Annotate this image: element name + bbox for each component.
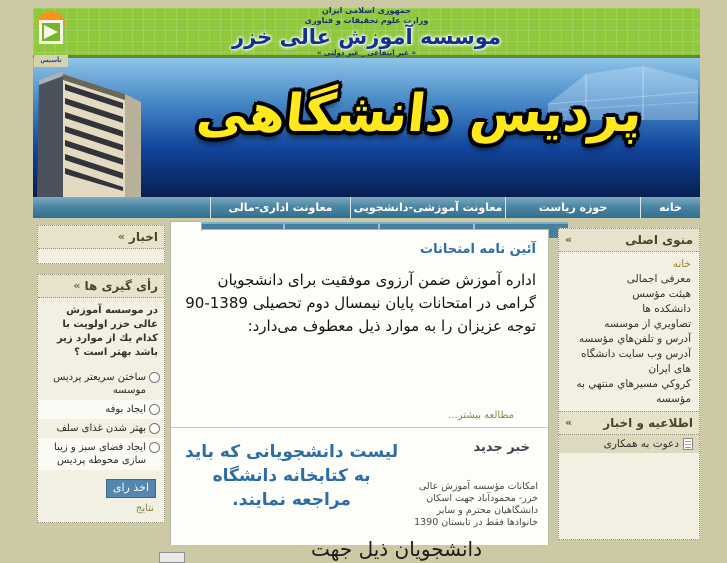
vote-row bbox=[38, 470, 164, 500]
gov-line-2: وزارت علوم تحقیقات و فناوری bbox=[304, 15, 429, 25]
poll-option-label: بهتر شدن غذای سلف bbox=[56, 423, 146, 434]
menu-item-faculties[interactable]: دانشکده ها bbox=[642, 303, 691, 315]
vote-button[interactable]: اخذ رای bbox=[106, 479, 156, 498]
collapse-icon[interactable]: « bbox=[73, 279, 81, 292]
announcements-label: اطلاعیه و اخبار bbox=[603, 416, 693, 430]
announcement-item-label: دعوت به همکاری bbox=[603, 438, 679, 450]
institute-subtitle: « غیر انتفاعی _ غیر دولتی » bbox=[316, 48, 417, 57]
poll-option-radio[interactable] bbox=[149, 423, 160, 434]
news-row bbox=[181, 440, 538, 529]
poll-option-label: ایجاد بوفه bbox=[105, 404, 146, 415]
building-photo bbox=[33, 58, 141, 197]
announcement-item[interactable] bbox=[559, 435, 699, 453]
poll-option[interactable] bbox=[38, 438, 164, 470]
main-menu-box bbox=[558, 228, 700, 540]
news-section-header: خبر جدید bbox=[473, 440, 530, 455]
news-header-label: اخبار bbox=[128, 230, 158, 244]
poll-option-radio[interactable] bbox=[149, 404, 160, 415]
nav-item-presidency[interactable]: حوزه ریاست bbox=[505, 197, 640, 218]
menu-item-institute-images[interactable]: تصاویري از موسسه bbox=[604, 318, 691, 330]
main-menu-header[interactable] bbox=[559, 229, 699, 252]
poll-option-radio[interactable] bbox=[149, 442, 160, 453]
institute-logo[interactable] bbox=[34, 11, 68, 67]
news-item-text[interactable]: امکانات مؤسسه آموزش عالی خزر- محمودآباد جهت اسکان دانشگاهیان محترم و سایر خانوادها فقط در تابستان 1390 bbox=[414, 481, 538, 528]
logo-caption: تأسیس bbox=[34, 55, 68, 67]
gov-line-1: جمهوری اسلامی ایران bbox=[322, 5, 411, 15]
panel-notch bbox=[170, 221, 202, 231]
collapse-icon[interactable]: « bbox=[565, 416, 573, 429]
article-body: اداره آموزش ضمن آرزوی موفقیت برای دانشجویان گرامی در امتحانات پایان نیمسال دوم تحصیلی 1389-90 توجه عزیزان را به موارد ذیل معطوف می‌دارد: bbox=[185, 271, 536, 335]
poll-option-radio[interactable] bbox=[149, 372, 160, 383]
poll-option-label: ساختن سریعتر پردیس موسسه bbox=[53, 372, 146, 396]
book-icon bbox=[39, 20, 63, 44]
news-box bbox=[37, 225, 165, 264]
menu-item-introduction[interactable]: معرفی اجمالی bbox=[626, 273, 691, 285]
right-sidebar bbox=[558, 228, 700, 540]
nav-item-education-student[interactable]: معاونت آموزشی-دانشجویی bbox=[350, 197, 505, 218]
main-menu-label: منوی اصلی bbox=[625, 233, 693, 247]
main-menu-list bbox=[559, 252, 699, 411]
menu-item-route-map[interactable]: کروکي مسیرهاي منتهي به مؤسسه bbox=[576, 378, 691, 405]
menu-item-address-phones[interactable]: آدرس و تلفن‌هاي مؤسسه bbox=[578, 333, 691, 345]
campus-banner bbox=[33, 58, 700, 197]
menu-filler bbox=[559, 453, 699, 539]
news-column bbox=[408, 440, 538, 529]
menu-item-university-websites[interactable]: آدرس وب سایت دانشگاه های ایران bbox=[580, 348, 691, 375]
article-title: آئین نامه امتحانات bbox=[420, 242, 536, 257]
polls-header-label: رأی گیری ها bbox=[84, 279, 158, 293]
document-icon bbox=[683, 438, 693, 450]
news-empty-area bbox=[38, 249, 164, 263]
library-notice[interactable]: لیست دانشجویانی که باید به کتابخانه دانشگاه مراجعه نمایند. bbox=[185, 442, 399, 510]
nav-item-admin-finance[interactable]: معاونت اداری-مالی bbox=[210, 197, 350, 218]
nav-item-home[interactable]: خانه bbox=[640, 197, 700, 218]
polls-box-header[interactable] bbox=[38, 275, 164, 298]
campus-title: پردیس دانشگاهی bbox=[193, 84, 646, 144]
poll-option[interactable] bbox=[38, 400, 164, 419]
menu-item-founding-board[interactable]: هیئت مؤسس bbox=[632, 288, 691, 300]
poll-option[interactable] bbox=[38, 368, 164, 400]
main-content-panel bbox=[170, 229, 549, 561]
news-section bbox=[171, 428, 548, 561]
menu-item-home[interactable]: خانه bbox=[672, 258, 691, 270]
page-container bbox=[33, 0, 700, 561]
collapse-icon[interactable]: « bbox=[117, 230, 125, 243]
poll-question: در موسسه آموزش عالی خزر اولویت با کدام یك از موارد زیر باشد بهتر است ؟ bbox=[56, 305, 158, 358]
institute-title: موسسه آموزش عالی خزر bbox=[232, 24, 501, 49]
poll-option[interactable] bbox=[38, 419, 164, 438]
results-link[interactable]: نتایج bbox=[135, 503, 154, 514]
exam-regulations-article bbox=[171, 230, 548, 428]
poll-option-label: ایجاد فضای سبز و زیبا سازی محوطه پردیس bbox=[54, 442, 146, 466]
library-notice-column bbox=[181, 440, 402, 529]
main-navigation bbox=[33, 197, 700, 218]
news-box-header[interactable] bbox=[38, 226, 164, 249]
announcements-header[interactable] bbox=[559, 411, 699, 435]
government-header bbox=[33, 5, 700, 58]
polls-box bbox=[37, 274, 165, 523]
students-line: دانشجویان ذیل جهت bbox=[311, 537, 483, 561]
read-more-link[interactable]: مطالعه بیشتر... bbox=[448, 410, 514, 421]
collapse-icon[interactable]: « bbox=[565, 233, 573, 246]
left-sidebar bbox=[37, 225, 165, 523]
cut-off-box bbox=[159, 552, 185, 563]
